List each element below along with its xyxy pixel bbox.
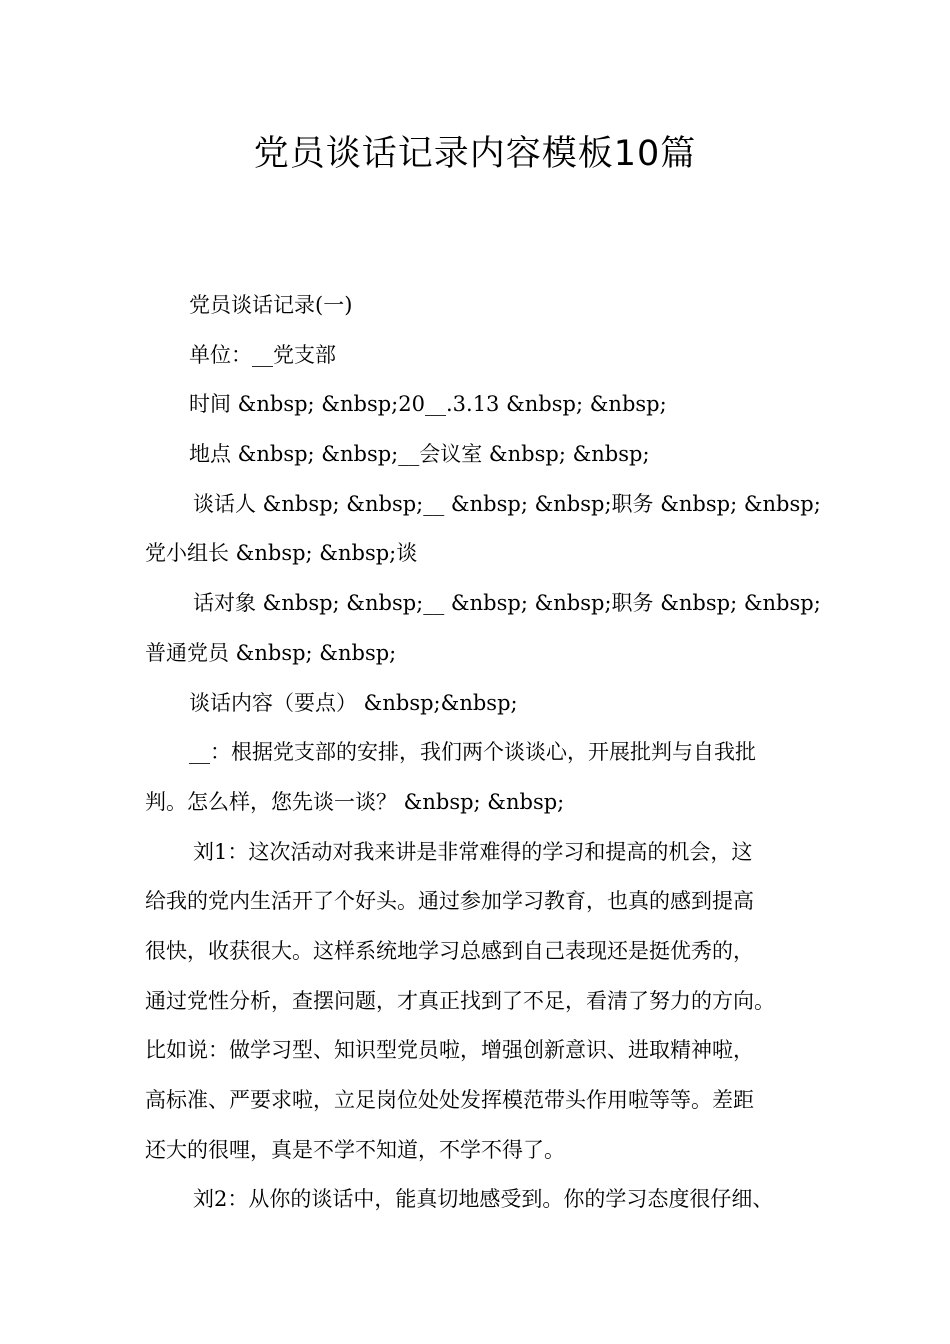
paragraph-line: 比如说：做学习型、知识型党员啦，增强创新意识、进取精神啦， (145, 1038, 754, 1063)
paragraph-line: 刘1：这次活动对我来讲是非常难得的学习和提高的机会，这 (193, 839, 753, 864)
paragraph-line: 还大的很哩，真是不学不知道，不学不得了。 (145, 1137, 565, 1162)
document-title: 党员谈话记录内容模板10篇 (253, 134, 697, 174)
interviewee-line: 话对象 &nbsp; &nbsp;__ &nbsp; &nbsp;职务 &nbsp; &nbsp; (193, 591, 821, 616)
unit-line: 单位：__党支部 (189, 342, 336, 367)
speaker-line: 谈话人 &nbsp; &nbsp;__ &nbsp; &nbsp;职务 &nbsp; &nbsp; (193, 491, 821, 516)
paragraph-line: 高标准、严要求啦，立足岗位处处发挥模范带头作用啦等等。差距 (145, 1088, 754, 1112)
paragraph-line: 给我的党内生活开了个好头。通过参加学习教育，也真的感到提高 (145, 889, 754, 914)
content-heading: 谈话内容（要点） &nbsp;&nbsp; (189, 690, 518, 715)
paragraph-line: 通过党性分析，查摆问题，才真正找到了不足，看清了努力的方向。 (145, 988, 775, 1013)
paragraph-line: 判。怎么样，您先谈一谈？ &nbsp; &nbsp; (145, 789, 565, 814)
time-line: 时间 &nbsp; &nbsp;20__.3.13 &nbsp; &nbsp; (189, 392, 667, 417)
interviewee-line-cont: 普通党员 &nbsp; &nbsp; (145, 640, 397, 665)
paragraph-line: 刘2：从你的谈话中，能真切地感受到。你的学习态度很仔细、 (193, 1187, 774, 1212)
speaker-line-cont: 党小组长 &nbsp; &nbsp;谈 (145, 541, 418, 566)
paragraph-line: 很快，收获很大。这样系统地学习总感到自己表现还是挺优秀的， (145, 938, 754, 963)
location-line: 地点 &nbsp; &nbsp;__会议室 &nbsp; &nbsp; (189, 442, 650, 467)
paragraph-line: __：根据党支部的安排，我们两个谈谈心，开展批判与自我批 (189, 740, 756, 765)
document-body (145, 281, 825, 1225)
section-heading: 党员谈话记录(一) (189, 293, 353, 317)
